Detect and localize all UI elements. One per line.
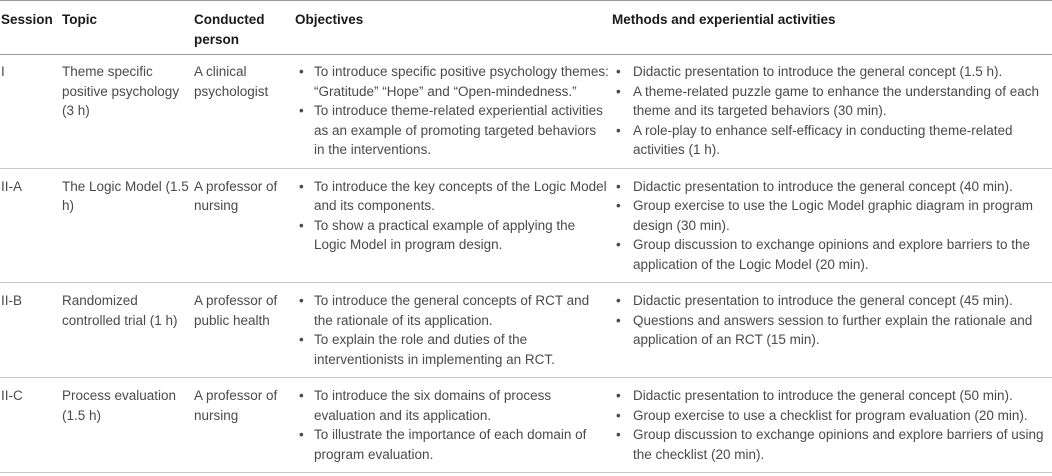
method-item: • Didactic presentation to introduce the general concept (50 min). [612,386,1050,406]
topic-cell: Randomized controlled trial (1 h) [62,283,194,378]
methods-list [612,177,1050,275]
session-cell: II-B [0,283,62,378]
table-row [0,168,1052,283]
header-conducted-person: Conducted person [194,1,295,55]
table-header [0,1,1052,55]
topic-cell: Theme specific positive psychology (3 h) [62,55,194,169]
person-cell: A professor of nursing [194,378,295,473]
methods-list [612,291,1050,350]
person-cell: A clinical psychologist [194,55,295,169]
objectives-list [295,386,610,464]
objective-item: • To illustrate the importance of each domain of program evaluation. [295,425,610,464]
person-cell: A professor of nursing [194,168,295,283]
table-row [0,55,1052,169]
session-cell: II-C [0,378,62,473]
topic-cell: The Logic Model (1.5 h) [62,168,194,283]
method-item: • A theme-related puzzle game to enhance the understanding of each theme and its targeted behaviors (30 min). [612,82,1050,121]
objective-item: • To introduce the general concepts of RCT and the rationale of its application. [295,291,610,330]
objectives-cell [295,168,612,283]
session-cell: II-A [0,168,62,283]
methods-cell [612,283,1052,378]
objectives-cell [295,55,612,169]
header-row [0,1,1052,55]
objectives-cell [295,378,612,473]
header-objectives: Objectives [295,1,612,55]
header-session: Session [0,1,62,55]
objectives-cell [295,283,612,378]
methods-list [612,62,1050,160]
objective-item: • To show a practical example of applying the Logic Model in program design. [295,216,610,255]
method-item: • Group discussion to exchange opinions and explore barriers to the application of the Logic Model (20 min). [612,235,1050,274]
objectives-list [295,291,610,369]
methods-cell [612,55,1052,169]
header-methods: Methods and experiential activities [612,1,1052,55]
objectives-list [295,177,610,255]
methods-cell [612,378,1052,473]
header-topic: Topic [62,1,194,55]
methods-list [612,386,1050,464]
table-body [0,55,1052,473]
method-item: • Didactic presentation to introduce the general concept (1.5 h). [612,62,1050,82]
method-item: • Group exercise to use a checklist for program evaluation (20 min). [612,406,1050,426]
method-item: • Didactic presentation to introduce the general concept (45 min). [612,291,1050,311]
method-item: • Group exercise to use the Logic Model graphic diagram in program design (30 min). [612,196,1050,235]
objective-item: • To introduce the six domains of process evaluation and its application. [295,386,610,425]
table-row [0,378,1052,473]
objectives-list [295,62,610,160]
session-cell: I [0,55,62,169]
objective-item: • To explain the role and duties of the interventionists in implementing an RCT. [295,330,610,369]
methods-cell [612,168,1052,283]
method-item: • Group discussion to exchange opinions and explore barriers of using the checklist (20 min). [612,425,1050,464]
objective-item: • To introduce theme-related experiential activities as an example of promoting targeted behaviors in the interventions. [295,101,610,160]
person-cell: A professor of public health [194,283,295,378]
objective-item: • To introduce specific positive psychology themes: “Gratitude” “Hope” and “Open-mindedness.” [295,62,610,101]
objective-item: • To introduce the key concepts of the Logic Model and its components. [295,177,610,216]
topic-cell: Process evaluation (1.5 h) [62,378,194,473]
method-item: • A role-play to enhance self-efficacy in conducting theme-related activities (1 h). [612,121,1050,160]
table-row [0,283,1052,378]
method-item: • Questions and answers session to further explain the rationale and application of an RCT (15 min). [612,311,1050,350]
method-item: • Didactic presentation to introduce the general concept (40 min). [612,177,1050,197]
